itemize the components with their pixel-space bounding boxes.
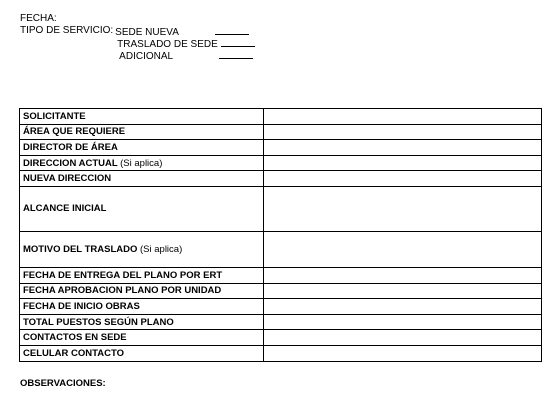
row-label: CELULAR CONTACTO bbox=[20, 345, 264, 361]
option-traslado-label: TRASLADO DE SEDE bbox=[117, 39, 218, 50]
row-value-celular[interactable] bbox=[264, 345, 542, 361]
row-value-motivo[interactable] bbox=[264, 231, 542, 267]
row-label: MOTIVO DEL TRASLADO (Si aplica) bbox=[20, 231, 264, 267]
option-sede-nueva bbox=[115, 25, 255, 37]
row-label: NUEVA DIRECCION bbox=[20, 171, 264, 187]
row-value-solicitante[interactable] bbox=[264, 109, 542, 125]
row-label: SOLICITANTE bbox=[20, 109, 264, 125]
table-row bbox=[20, 155, 542, 171]
tipo-servicio-block bbox=[20, 25, 320, 61]
row-label: ALCANCE INICIAL bbox=[20, 186, 264, 231]
option-sede-nueva-label: SEDE NUEVA bbox=[115, 27, 179, 38]
row-label: CONTACTOS EN SEDE bbox=[20, 330, 264, 346]
table-row bbox=[20, 140, 542, 156]
row-value-contactos[interactable] bbox=[264, 330, 542, 346]
tipo-servicio-options bbox=[115, 25, 255, 61]
table-row bbox=[20, 171, 542, 187]
option-sede-nueva-blank[interactable] bbox=[215, 25, 249, 35]
table-row bbox=[20, 124, 542, 140]
option-adicional-blank[interactable] bbox=[219, 49, 253, 59]
option-traslado-blank[interactable] bbox=[221, 37, 255, 47]
row-note: (Si aplica) bbox=[140, 243, 183, 255]
row-label: ÁREA QUE REQUIERE bbox=[20, 124, 264, 140]
table-row bbox=[20, 186, 542, 231]
form-table-body bbox=[20, 109, 542, 362]
row-value-director[interactable] bbox=[264, 140, 542, 156]
table-row bbox=[20, 345, 542, 361]
fecha-line bbox=[20, 13, 320, 25]
row-label: DIRECTOR DE ÁREA bbox=[20, 140, 264, 156]
row-value-fecha-entrega[interactable] bbox=[264, 267, 542, 283]
request-form-table bbox=[19, 108, 542, 362]
table-row bbox=[20, 231, 542, 267]
row-note: (Si aplica) bbox=[120, 157, 163, 169]
table-row bbox=[20, 299, 542, 315]
row-value-direccion-actual[interactable] bbox=[264, 155, 542, 171]
option-traslado-de-sede bbox=[115, 37, 255, 49]
row-value-fecha-inicio[interactable] bbox=[264, 299, 542, 315]
table-row bbox=[20, 314, 542, 330]
row-label: FECHA DE ENTREGA DEL PLANO POR ERT bbox=[20, 267, 264, 283]
row-value-alcance[interactable] bbox=[264, 186, 542, 231]
table-row bbox=[20, 267, 542, 283]
option-adicional-label: ADICIONAL bbox=[119, 51, 174, 62]
table-row bbox=[20, 109, 542, 125]
tipo-servicio-label: TIPO DE SERVICIO: bbox=[20, 25, 114, 36]
row-label: DIRECCION ACTUAL (Si aplica) bbox=[20, 155, 264, 171]
row-label: FECHA APROBACION PLANO POR UNIDAD bbox=[20, 283, 264, 299]
fecha-label: FECHA: bbox=[20, 13, 57, 24]
row-label: TOTAL PUESTOS SEGÚN PLANO bbox=[20, 314, 264, 330]
option-adicional bbox=[115, 49, 255, 61]
row-value-nueva-direccion[interactable] bbox=[264, 171, 542, 187]
table-row bbox=[20, 283, 542, 299]
row-value-fecha-aprobacion[interactable] bbox=[264, 283, 542, 299]
row-value-area[interactable] bbox=[264, 124, 542, 140]
row-label: FECHA DE INICIO OBRAS bbox=[20, 299, 264, 315]
row-value-total-puestos[interactable] bbox=[264, 314, 542, 330]
observaciones-label: OBSERVACIONES: bbox=[20, 378, 106, 389]
form-header bbox=[20, 13, 320, 61]
table-row bbox=[20, 330, 542, 346]
